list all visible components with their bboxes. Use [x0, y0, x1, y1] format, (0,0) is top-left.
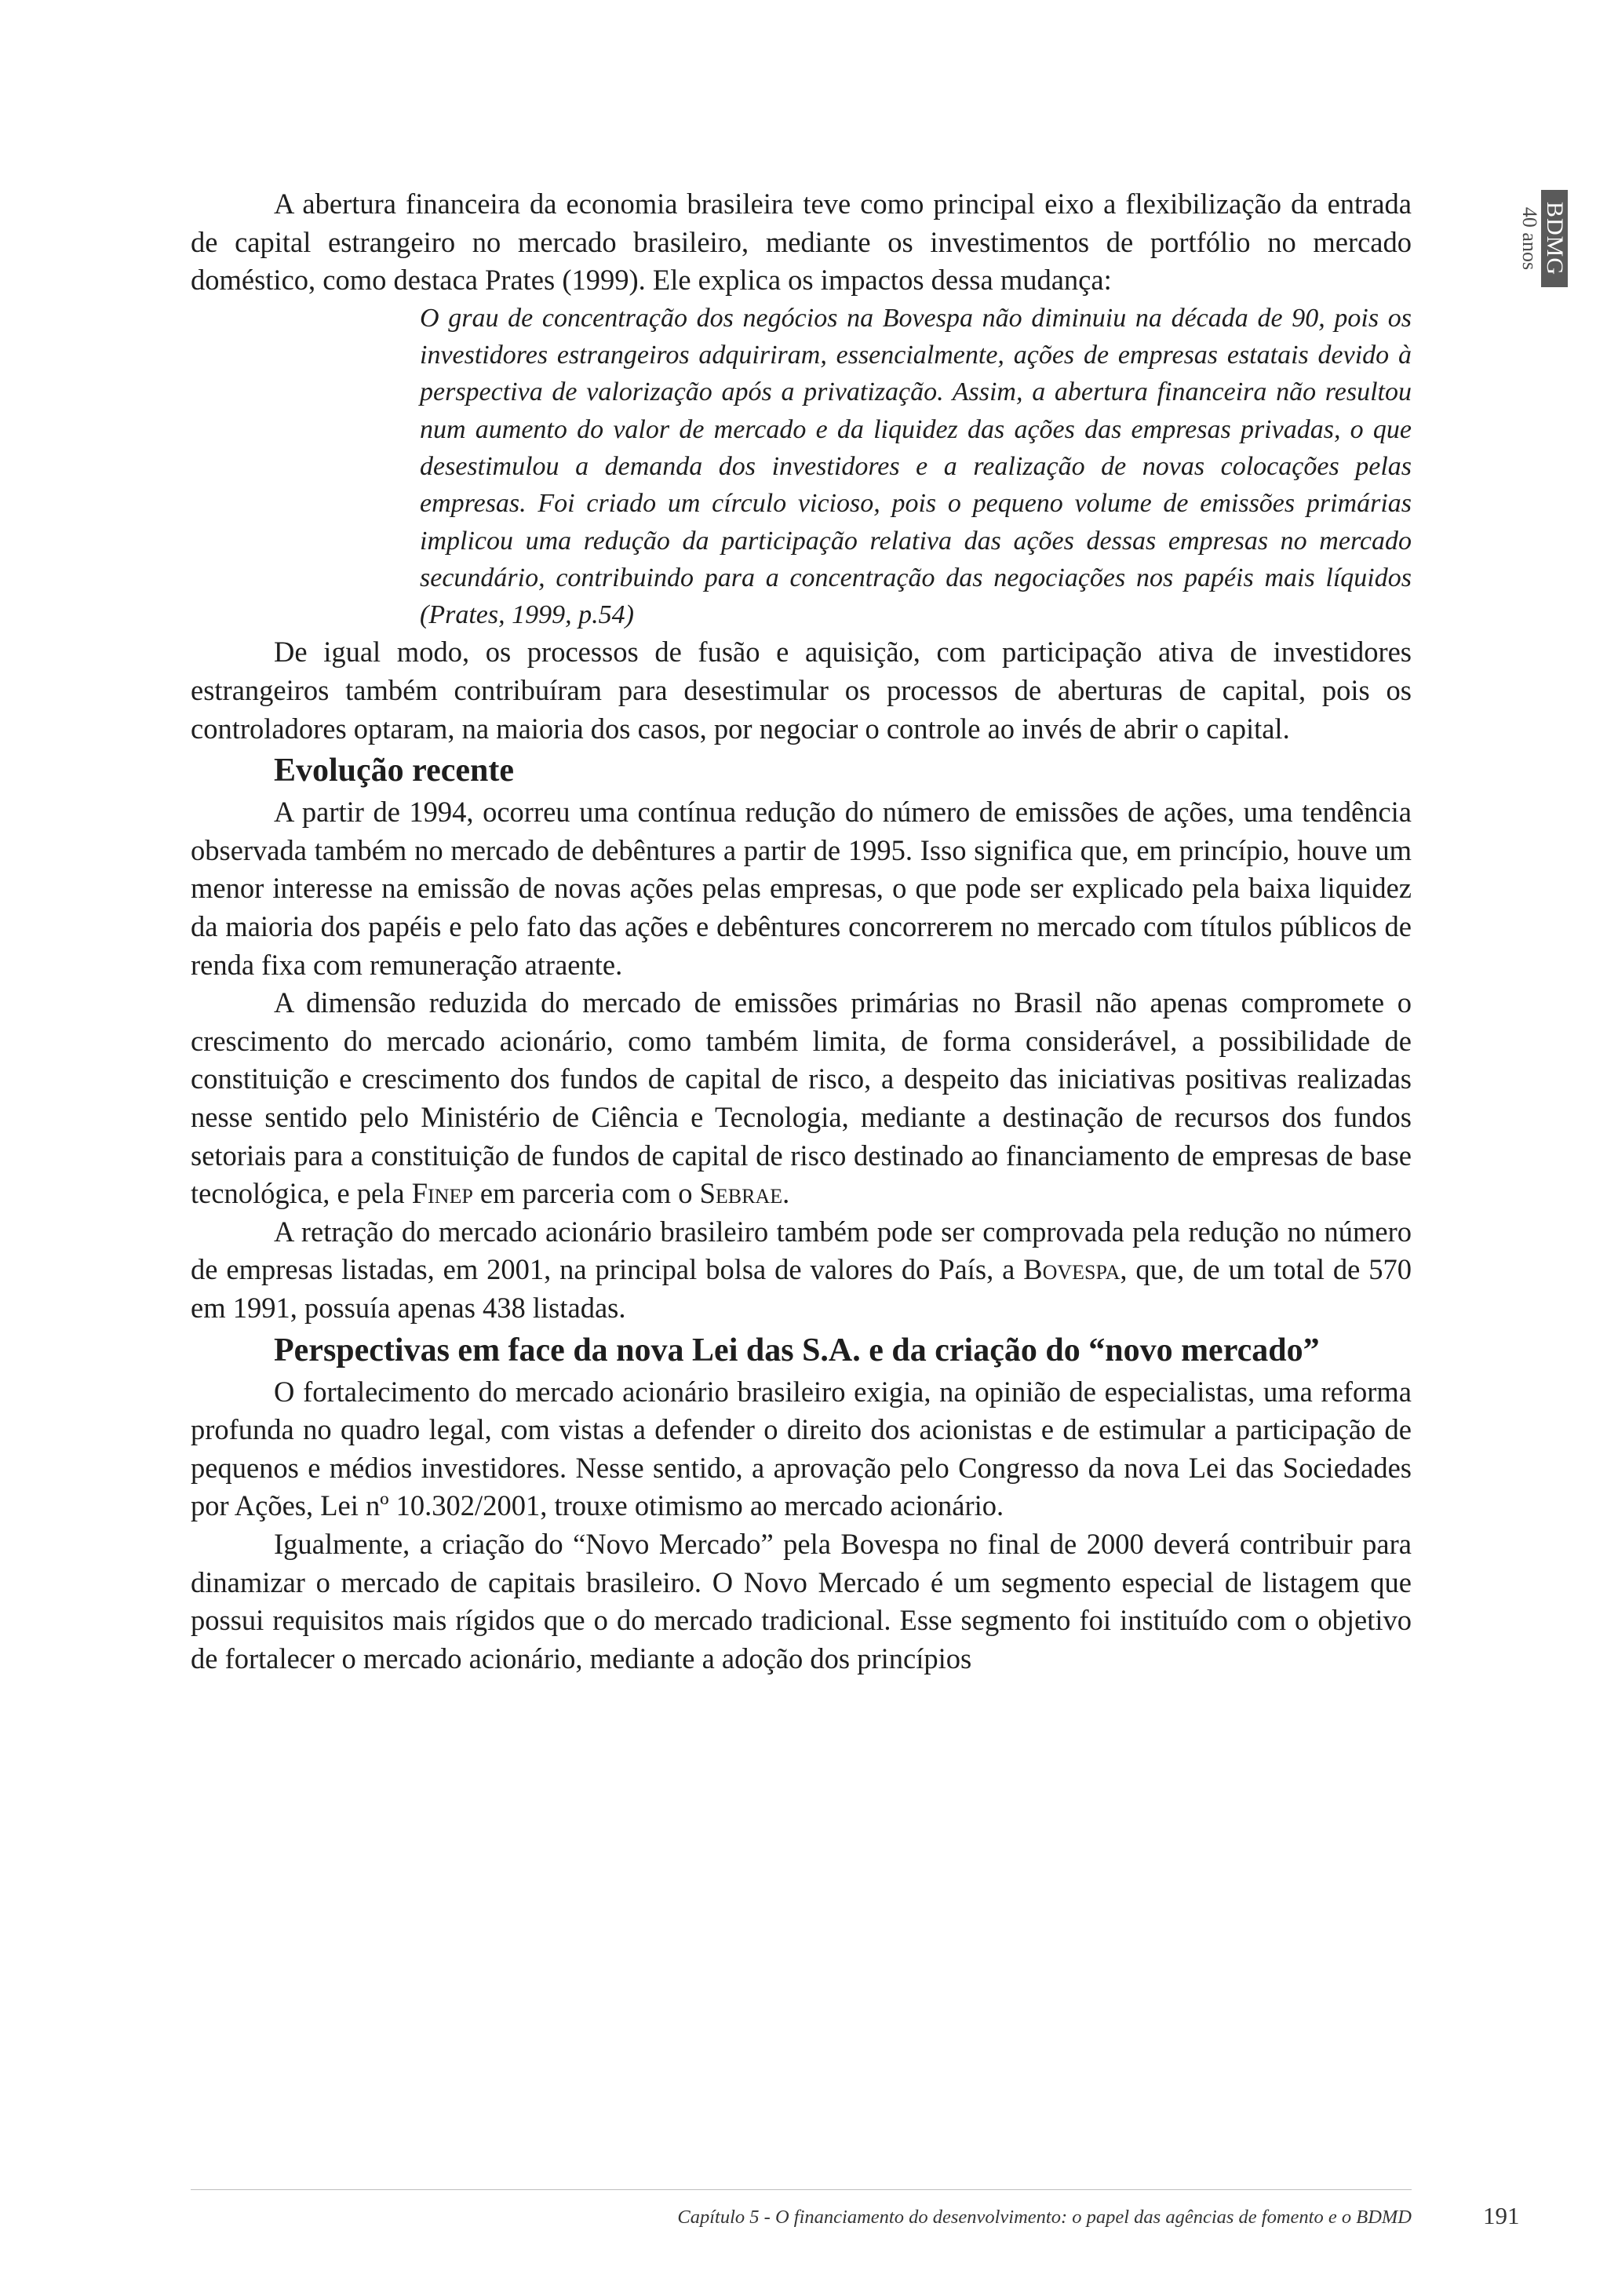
section-heading-evolucao: Evolução recente	[274, 753, 514, 789]
section-heading-perspectivas: Perspectivas em face da nova Lei das S.A. e da criação do “novo mercado”	[274, 1332, 1320, 1368]
paragraph-primary-market	[191, 984, 1412, 1213]
block-quote-prates: O grau de concentração dos negócios na Bovespa não diminuiu na década de 90, pois os investidores estrangeiros adquiriram, essencialmente, ações de empresas estatais devido à perspectiva de valorização após a privatização. Assim, a abertura financeira não resultou num aumento do valor de mercado e da liquidez das ações das empresas privadas, o que desestimulou a demanda dos investidores e a realização de novas colocações pelas empresas. Foi criado um círculo vicioso, pois o pequeno volume de emissões primárias implicou uma redução da participação relativa das ações dessas empresas no mercado secundário, contribuindo para a concentração das negociações nos papéis mais líquidos (Prates, 1999, p.54)	[420, 303, 1412, 630]
text-segment: .	[782, 1177, 790, 1210]
text-segment: A dimensão reduzida do mercado de emissões primárias no Brasil não apenas compromete o crescimento do mercado acionário, como também limita, de forma considerável, a possibilidade de constituição e crescimento dos fundos de capital de risco, a despeito das iniciativas positivas realizadas nesse sentido pelo Ministério de Ciência e Tecnologia, mediante a destinação de recursos dos fundos setoriais para a constituição de fundos de capital de risco destinado ao financiamento de empresas de base tecnológica, e pela	[191, 986, 1412, 1210]
text-segment: em parceria com o	[472, 1177, 700, 1210]
org-name-finep: Finep	[411, 1177, 473, 1210]
paragraph-financial-opening: A abertura financeira da economia brasileira teve como principal eixo a flexibilização da entrada de capital estrangeiro no mercado brasileiro, mediante os investimentos de portfólio no mercado doméstico, como destaca Prates (1999). Ele explica os impactos dessa mudança:	[191, 188, 1412, 297]
org-name-bovespa: Bovespa	[1023, 1253, 1121, 1286]
footer-chapter-title: Capítulo 5 - O financiamento do desenvolvimento: o papel das agências de fomento e o BDMD	[677, 2207, 1412, 2228]
paragraph-emissions-decline: A partir de 1994, ocorreu uma contínua redução do número de emissões de ações, uma tendência observada também no mercado de debêntures a partir de 1995. Isso significa que, em princípio, houve um menor interesse na emissão de novas ações pelas empresas, o que pode ser explicado pela baixa liquidez da maioria dos papéis e pelo fato das ações e debêntures concorrerem no mercado com títulos públicos de renda fixa com remuneração atraente.	[191, 796, 1412, 981]
paragraph-legal-reform: O fortalecimento do mercado acionário brasileiro exigia, na opinião de especialistas, uma reforma profunda no quadro legal, com vistas a defender o direito dos acionistas e de estimular a participação de pequenos e médios investidores. Nesse sentido, a aprovação pelo Congresso da nova Lei das Sociedades por Ações, Lei nº 10.302/2001, trouxe otimismo ao mercado acionário.	[191, 1375, 1412, 1522]
text-segment: A retração do mercado acionário brasileiro também pode ser comprovada pela redução no número de empresas listadas, em 2001, na principal bolsa de valores do País, a	[191, 1215, 1412, 1286]
page-number: 191	[1483, 2202, 1520, 2229]
footer-divider	[191, 2189, 1412, 2190]
page-content	[191, 185, 1412, 1678]
paragraph-novo-mercado: Igualmente, a criação do “Novo Mercado” pela Bovespa no final de 2000 deverá contribuir para dinamizar o mercado de capitais brasileiro. O Novo Mercado é um segmento especial de listagem que possui requisitos mais rígidos que o do mercado tradicional. Esse segmento foi instituído com o objetivo de fortalecer o mercado acionário, mediante a adoção dos princípios	[191, 1527, 1412, 1675]
brand-tab: BDMG	[1541, 190, 1568, 287]
paragraph-mergers: De igual modo, os processos de fusão e aquisição, com participação ativa de investidores estrangeiros também contribuíram para desestimular os processos de aberturas de capital, pois os controladores optaram, na maioria dos casos, por negociar o controle ao invés de abrir o capital.	[191, 636, 1412, 745]
side-brand-label	[1518, 190, 1568, 287]
brand-years: 40 anos	[1518, 206, 1541, 271]
org-name-sebrae: Sebrae	[699, 1177, 783, 1210]
paragraph-listed-companies	[191, 1213, 1412, 1328]
text-segment: , que, de um total de 570 em 1991, possuía apenas 438 listadas.	[191, 1253, 1412, 1324]
